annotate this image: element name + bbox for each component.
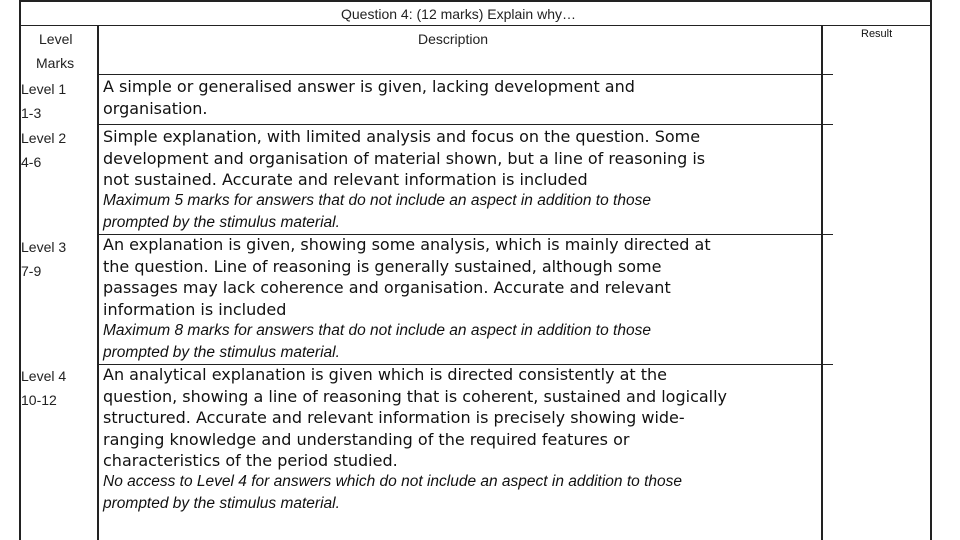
table-border-top	[19, 0, 932, 2]
level-cap-note: Maximum 5 marks for answers that do not include an aspect in addition to those prompted by the stimulus material.	[103, 192, 651, 231]
level-description: Simple explanation, with limited analysis and focus on the question. Some development and organisation of material shown, but a line of reasoning is not sustained. Accurate and relevant information is included	[103, 127, 706, 189]
level-label: Level 3	[21, 239, 67, 255]
header-separator	[19, 25, 932, 26]
level-column-header: Level	[39, 31, 73, 47]
level-cap-note: Maximum 8 marks for answers that do not include an aspect in addition to those prompted by the stimulus material.	[103, 322, 651, 361]
description-column-header: Description	[418, 31, 489, 47]
marks-range: 7-9	[21, 263, 42, 279]
column-divider-result	[821, 25, 823, 540]
column-divider-description	[97, 25, 99, 540]
level-label: Level 4	[21, 368, 67, 384]
level-description: An explanation is given, showing some analysis, which is mainly directed at the question. Line of reasoning is generally sustained, although some passages may lack coherence and organisation. Accurate and relevant information is included	[103, 235, 711, 319]
level-label: Level 2	[21, 130, 67, 146]
question-title: Question 4: (12 marks) Explain why…	[341, 6, 576, 22]
row-divider-1	[97, 124, 833, 125]
level-cap-note: No access to Level 4 for answers which do not include an aspect in addition to those prompted by the stimulus material.	[103, 473, 683, 512]
marks-range: 1-3	[21, 105, 42, 121]
table-border-right	[930, 0, 932, 540]
marks-column-header: Marks	[36, 55, 75, 71]
header-bottom-line	[97, 74, 833, 75]
level-description: An analytical explanation is given which is directed consistently at the question, showing a line of reasoning that is coherent, sustained and logically structured. Accurate and relevant information is precisely showing wide- ranging knowledge and understanding of the required features or characteristics of the period studied.	[103, 365, 728, 470]
marks-range: 4-6	[21, 154, 42, 170]
result-column-header: Result	[861, 28, 893, 40]
level-description: A simple or generalised answer is given, lacking development and organisation.	[103, 77, 635, 118]
marks-range: 10-12	[21, 392, 57, 408]
level-label: Level 1	[21, 81, 67, 97]
